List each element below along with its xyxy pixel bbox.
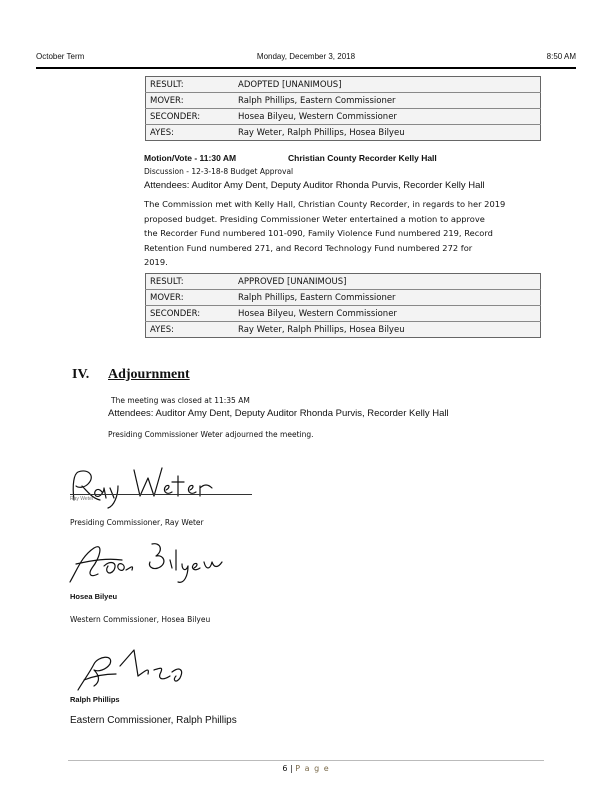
signature-title: Eastern Commissioner, Ralph Phillips <box>70 715 237 726</box>
table-row <box>146 290 541 306</box>
signature-title: Presiding Commissioner, Ray Weter <box>70 518 204 527</box>
signature-small-name: Hosea Bilyeu <box>70 592 118 601</box>
section-number: IV. <box>72 367 90 382</box>
vote-key: AYES: <box>146 125 235 141</box>
vote-value: APPROVED [UNANIMOUS] <box>238 276 347 287</box>
vote-key: RESULT: <box>150 79 184 90</box>
table-row <box>146 306 541 322</box>
table-row <box>146 274 541 290</box>
meeting-closed: The meeting was closed at 11:35 AM <box>111 396 250 405</box>
table-row <box>146 109 541 125</box>
vote-value: Hosea Bilyeu, Western Commissioner <box>234 306 541 322</box>
vote-value: Ray Weter, Ralph Phillips, Hosea Bilyeu <box>234 125 541 141</box>
vote-key: SECONDER: <box>146 306 235 322</box>
header-term: October Term <box>36 52 85 61</box>
paragraph-line: proposed budget. Presiding Commissioner Weter entertained a motion to approve <box>144 213 485 224</box>
table-row <box>146 322 541 338</box>
page-label: P a g e <box>295 764 330 773</box>
header-date: Monday, December 3, 2018 <box>256 52 356 61</box>
signature-hosea-bilyeu <box>64 538 234 586</box>
vote-key: MOVER: <box>146 290 235 306</box>
vote-value: Hosea Bilyeu, Western Commissioner <box>234 109 541 125</box>
signature-small-name: Ralph Phillips <box>70 695 120 704</box>
section-title: Adjournment <box>108 367 190 382</box>
vote-value: Ray Weter, Ralph Phillips, Hosea Bilyeu <box>234 322 541 338</box>
vote-table-1 <box>145 76 541 141</box>
signature-line <box>70 494 252 495</box>
signature-title: Western Commissioner, Hosea Bilyeu <box>70 615 211 624</box>
paragraph-line: the Recorder Fund numbered 101-090, Family Violence Fund numbered 219, Record <box>144 228 493 238</box>
table-row <box>146 125 541 141</box>
motion-attendees: Attendees: Auditor Amy Dent, Deputy Auditor Rhonda Purvis, Recorder Kelly Hall <box>144 180 485 191</box>
header-time: 8:50 AM <box>546 52 576 61</box>
page-footer <box>0 764 612 773</box>
motion-label: Motion/Vote - 11:30 AM <box>144 153 237 163</box>
signature-ray-weter <box>66 462 226 510</box>
signature-small-name: Ray Weter <box>70 496 94 502</box>
footer-rule <box>68 760 544 761</box>
vote-key: AYES: <box>146 322 235 338</box>
motion-subject: Christian County Recorder Kelly Hall <box>288 153 437 163</box>
signature-ralph-phillips <box>64 636 214 696</box>
vote-key: SECONDER: <box>146 109 235 125</box>
vote-key: RESULT: <box>150 276 184 287</box>
paragraph-line: The Commission met with Kelly Hall, Christian County Recorder, in regards to her 2019 <box>144 199 506 209</box>
vote-table-2 <box>145 273 541 338</box>
paragraph-line: Retention Fund numbered 271, and Record Technology Fund numbered 272 for <box>144 242 473 253</box>
table-row <box>146 93 541 109</box>
motion-discussion: Discussion - 12-3-18-8 Budget Approval <box>144 167 294 176</box>
adjourned-statement: Presiding Commissioner Weter adjourned the meeting. <box>108 430 314 439</box>
motion-paragraph <box>144 197 544 270</box>
header-rule <box>36 67 576 69</box>
vote-value: ADOPTED [UNANIMOUS] <box>238 79 342 90</box>
paragraph-line: 2019. <box>144 257 168 267</box>
adjournment-attendees: Attendees: Auditor Amy Dent, Deputy Auditor Rhonda Purvis, Recorder Kelly Hall <box>108 408 449 419</box>
vote-value: Ralph Phillips, Eastern Commissioner <box>234 290 541 306</box>
table-row <box>146 77 541 93</box>
vote-value: Ralph Phillips, Eastern Commissioner <box>234 93 541 109</box>
vote-key: MOVER: <box>146 93 235 109</box>
page-header <box>36 52 576 66</box>
footer-separator: | <box>290 764 296 773</box>
page-number: 6 <box>282 764 288 773</box>
